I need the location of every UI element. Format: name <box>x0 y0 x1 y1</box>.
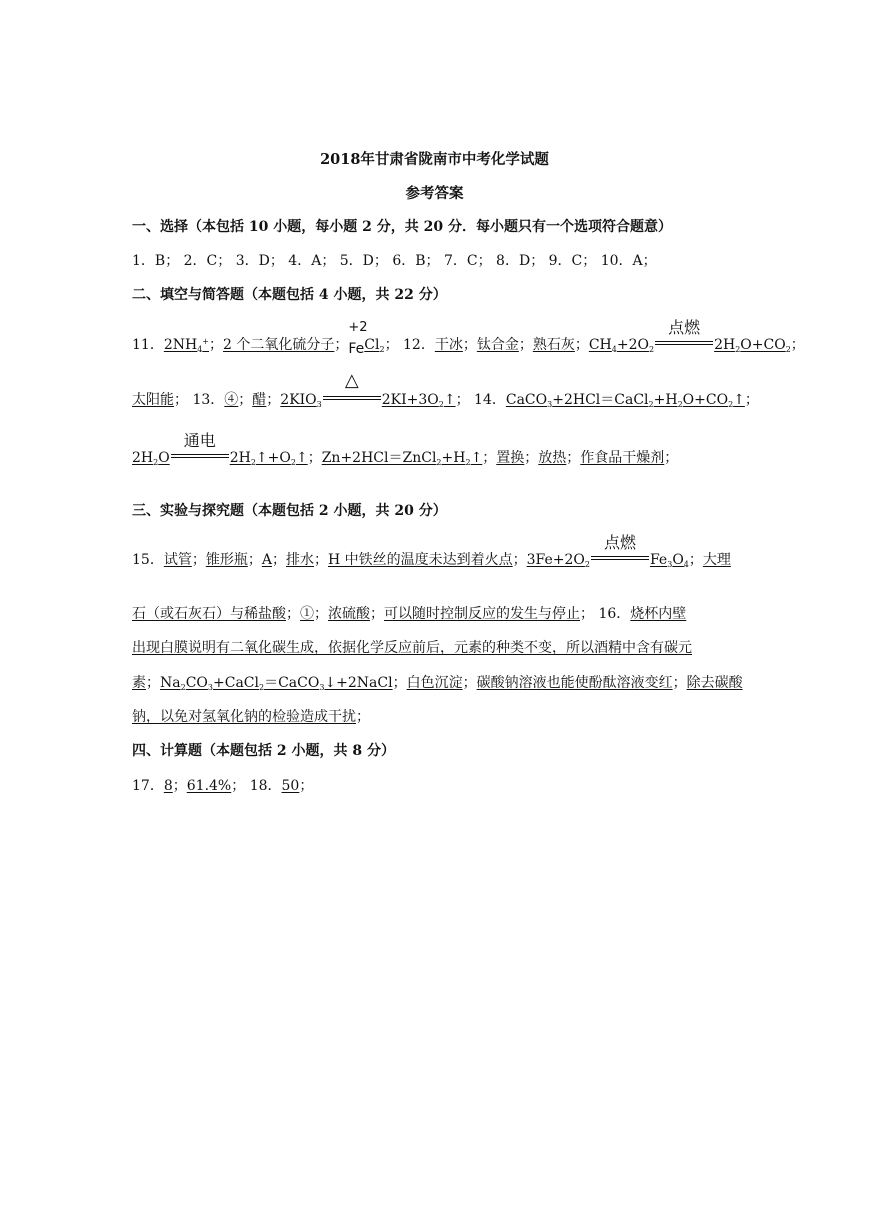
document-title: 2018年甘肃省陇南市中考化学试题 <box>320 151 549 168</box>
q16-answer-d: 除去碳酸 <box>686 675 743 691</box>
answer-line-13-14: 太阳能； 13．④；醋；$2KIO_3$ △ $2KI+3O_2↑$； 14．$CaCO_3+2HCl=CaCl_2+H_2O+CO_2↑$； <box>132 370 759 409</box>
q16-answer-a-end: 素 <box>132 675 146 691</box>
section-1-answers: 1．B； 2．C； 3．D； 4．A； 5．D； 6．B； 7．C； 8．D； 9．C； 10．A； <box>132 253 657 269</box>
q15-answer-e: H 中铁丝的温度未达到着火点 <box>327 552 513 568</box>
q17-number: 17． <box>132 778 164 794</box>
answer-line-14-continued: $2H_2O$ 通电 $2H_2↑+O_2↑$；$Zn+2HCl=ZnCl_2+H_2↑$；置换；放热；作食品干燥剂； <box>132 431 679 467</box>
section-3-heading: 三、实验与探究题（本题包括 2 小题，共 20 分） <box>132 503 447 519</box>
q15-reaction-condition: 点燃 <box>591 552 649 568</box>
answer-line-16-b <box>132 637 692 657</box>
q16-answer-b: 白色沉淀 <box>406 675 463 691</box>
q12-answer-b: 钛合金 <box>476 337 519 353</box>
q15-number: 15． <box>132 552 164 568</box>
q16-answer-c: 碳酸钠溶液也能使酚酞溶液变红 <box>476 675 673 691</box>
q14-reaction-condition: 通电 <box>171 450 229 466</box>
section-1-heading: 一、选择（本包括 10 小题，每小题 2 分，共 20 分．每小题只有一个选项符合题意） <box>132 219 672 235</box>
answer-line-16-d: 钠，以免对氢氧化钠的检验造成干扰； <box>132 709 370 725</box>
q15-answer-i: 可以随时控制反应的发生与停止 <box>384 606 580 622</box>
q16-answer-d-cont: 钠，以免对氢氧化钠的检验造成干扰 <box>132 709 356 725</box>
section-4-heading: 四、计算题（本题包括 2 小题，共 8 分） <box>132 743 395 759</box>
q14-answer-f: 作食品干燥剂 <box>580 450 665 466</box>
q15-equation: $3Fe+2O_2$ <box>526 552 590 569</box>
q16-answer-a-cont: 出现白膜说明有二氧化碳生成，依据化学反应前后，元素的种类不变，所以酒精中含有碳元 <box>132 640 692 656</box>
q11-answer-b: 2 个二氧化硫分子 <box>223 337 335 353</box>
document-subtitle: 参考答案 <box>405 185 464 202</box>
q12-answer-a: 干冰 <box>434 337 463 353</box>
q13-answer-b: 醋 <box>252 392 267 408</box>
q17-answer-a: 8 <box>163 778 173 794</box>
section-2-heading: 二、填空与简答题（本题包括 4 小题，共 22 分） <box>132 287 447 303</box>
q17-answer-b: 61.4% <box>186 778 232 794</box>
q11-number: 11． <box>132 337 164 353</box>
answer-line-15: 15．试管；锥形瓶；A；排水；H 中铁丝的温度未达到着火点；$3Fe+2O_2$ 点燃 $Fe_3O_4$；大理 <box>132 533 731 569</box>
q16-number: 16． <box>598 606 631 622</box>
q14-equation-b: $2H_2O$ <box>132 450 170 467</box>
q15-answer-c: A <box>261 552 272 568</box>
q15-answer-h: 浓硫酸 <box>328 606 370 622</box>
q15-answer-b: 锥形瓶 <box>205 552 248 568</box>
q16-equation: $Na_2CO_3+CaCl_2=CaCO_3↓+2NaCl$ <box>160 675 393 692</box>
q14-answer-d: 置换 <box>496 450 525 466</box>
q15-answer-a: 试管 <box>163 552 192 568</box>
q15-answer-f-cont: 石（或石灰石）与稀盐酸 <box>132 606 286 622</box>
q12-answer-d: 太阳能 <box>132 392 174 408</box>
q14-answer-e: 放热 <box>538 450 567 466</box>
q11-answer-c: +2 FeCl$_2$ <box>348 320 385 357</box>
q18-answer-a: 50 <box>281 778 300 794</box>
q16-answer-a: 烧杯内壁 <box>630 606 687 622</box>
q12-equation: $CH_4+2O_2$ <box>588 337 655 354</box>
answer-line-11-12: 11．$2NH_4^+$；2 个二氧化硫分子； +2 FeCl$_2$； 12．干冰；钛合金；熟石灰；$CH_4+2O_2$ 点燃 $2H_2O+CO_2$； <box>132 318 805 357</box>
q13-equation: $2KIO_3$ <box>280 392 322 409</box>
q18-number: 18． <box>249 778 282 794</box>
answer-line-16-c: 素；$Na_2CO_3+CaCl_2=CaCO_3↓+2NaCl$；白色沉淀；碳酸钠溶液也能使酚酞溶液变红；除去碳酸 <box>132 675 743 692</box>
q15-answer-d: 排水 <box>285 552 314 568</box>
answer-line-15-16: 石（或石灰石）与稀盐酸；①；浓硫酸；可以随时控制反应的发生与停止； 16．烧杯内壁 <box>132 606 687 622</box>
q13-reaction-condition: △ <box>323 392 381 408</box>
q13-answer-a: ④ <box>224 392 239 408</box>
q11-answer-a: $2NH_4^+$ <box>163 337 209 354</box>
q14-number: 14． <box>474 392 506 408</box>
q15-answer-f: 大理 <box>702 552 731 568</box>
q12-answer-c: 熟石灰 <box>532 337 575 353</box>
q12-reaction-condition: 点燃 <box>655 337 713 353</box>
q15-answer-g: ① <box>300 606 314 622</box>
q13-number: 13． <box>192 392 225 408</box>
q12-number: 12． <box>403 337 435 353</box>
q14-equation-c: $Zn+2HCl=ZnCl_2+H_2↑$ <box>321 450 483 467</box>
q14-equation-a: $CaCO_3+2HCl=CaCl_2+H_2O+CO_2↑$ <box>505 392 745 409</box>
answer-line-17-18: 17．8；61.4%； 18．50； <box>132 778 314 794</box>
